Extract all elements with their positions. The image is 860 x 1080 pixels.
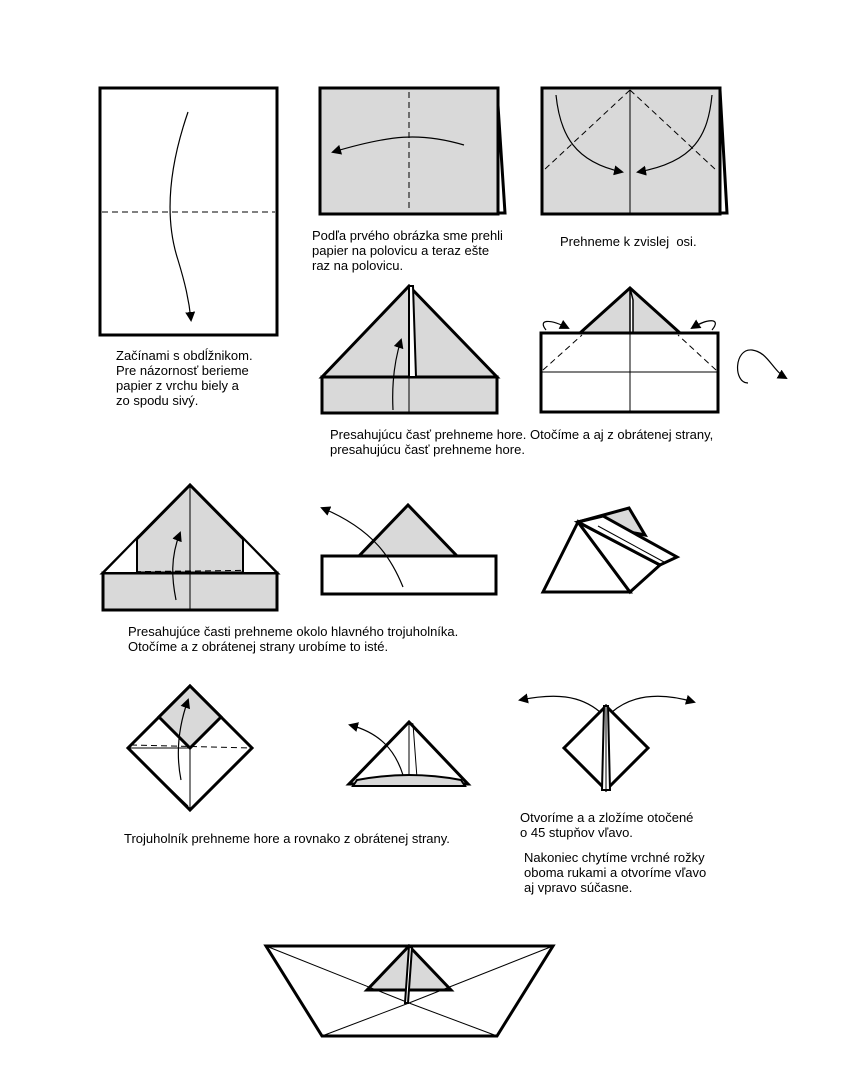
caption-step2: Podľa prvého obrázka sme prehli papier na polovicu a teraz ešte raz na polovicu. — [312, 228, 503, 273]
step8-open-diamond — [520, 696, 694, 790]
caption-step4: Presahujúcu časť prehneme hore. Otočíme a aj z obrátenej strany, presahujúcu časť prehneme hore. — [330, 427, 714, 457]
caption-step7: Otvoríme a a zložíme otočené o 45 stupňov vľavo. — [520, 810, 694, 840]
step4-triangle-white — [541, 288, 786, 412]
step3-fold-to-axis — [542, 88, 727, 214]
step2-folded-half — [320, 88, 505, 214]
final-boat — [266, 946, 553, 1036]
step5-hat-gray — [103, 485, 277, 610]
caption-step5: Presahujúce časti prehneme okolo hlavného trojuholníka. Otočíme a z obrátenej strany urobíme to isté. — [128, 624, 459, 654]
step6-diamond — [128, 686, 252, 810]
caption-step3: Prehneme k zvislej osi. — [560, 234, 697, 249]
caption-step8: Nakoniec chytíme vrchné rožky oboma rukami a otvoríme vľavo aj vpravo súčasne. — [524, 850, 707, 895]
step7-small-triangle — [349, 722, 468, 786]
step1-rectangle — [100, 88, 277, 335]
caption-step1: Začínami s obdĺžnikom. Pre názornosť berieme papier z vrchu biely a zo spodu sivý. — [116, 348, 253, 408]
caption-step6: Trojuholník prehneme hore a rovnako z obrátenej strany. — [124, 831, 450, 846]
step5-hat-white — [322, 505, 496, 594]
step4-triangle-gray — [322, 286, 497, 413]
step5-perspective — [543, 508, 677, 592]
